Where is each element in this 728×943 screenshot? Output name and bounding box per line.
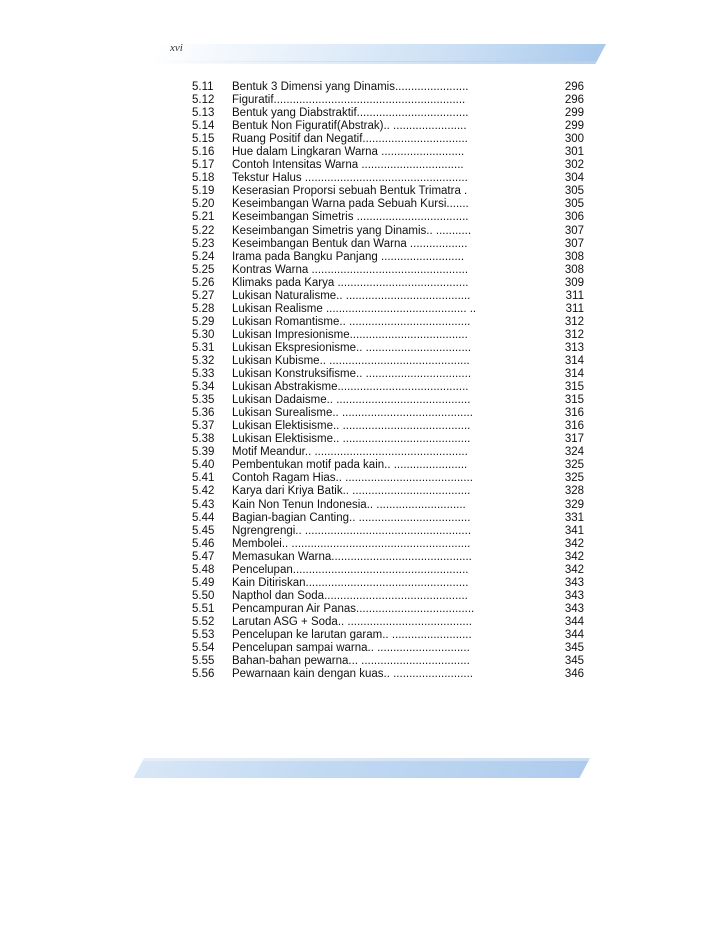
toc-entry	[192, 564, 592, 577]
figure-page: 329	[564, 498, 584, 511]
figure-number: 5.26	[192, 276, 215, 289]
toc-entry	[192, 433, 592, 446]
figure-title: Contoh Intensitas Warna ................................	[232, 159, 464, 172]
figure-page: 308	[564, 263, 584, 276]
toc-entry	[192, 303, 592, 316]
toc-entry	[192, 146, 592, 159]
figure-number: 5.45	[192, 524, 215, 537]
figure-number: 5.35	[192, 394, 215, 407]
figure-page: 314	[564, 354, 584, 367]
figure-title: Keseimbangan Warna pada Sebuah Kursi.......	[232, 198, 469, 211]
toc-entry	[192, 120, 592, 133]
figure-title: Lukisan Kubisme.. ............................................	[232, 354, 470, 367]
figure-title: Hue dalam Lingkaran Warna ..........................	[232, 146, 465, 159]
figure-page: 316	[564, 420, 584, 433]
toc-entry	[192, 198, 592, 211]
figure-title: Bagian-bagian Canting.. ...................................	[232, 511, 471, 524]
figure-number: 5.15	[192, 133, 215, 146]
figure-page: 309	[564, 276, 584, 289]
toc-entry	[192, 368, 592, 381]
figure-number: 5.28	[192, 302, 215, 315]
figure-number: 5.40	[192, 459, 215, 472]
page-number: xvi	[170, 42, 183, 54]
figure-title: Kain Non Tenun Indonesia.. ............................	[232, 498, 466, 511]
toc-entry	[192, 290, 592, 303]
figure-number: 5.38	[192, 433, 215, 446]
figure-page: 301	[564, 146, 584, 159]
figure-number: 5.16	[192, 146, 215, 159]
figure-title: Figuratif............................................................	[232, 94, 466, 107]
toc-entry	[192, 133, 592, 146]
figure-title: Keserasian Proporsi sebuah Bentuk Trimatra .	[232, 185, 468, 198]
toc-entry	[192, 472, 592, 485]
toc-entry	[192, 355, 592, 368]
figure-number: 5.34	[192, 381, 215, 394]
figure-title: Lukisan Ekspresionisme.. .................................	[232, 341, 472, 354]
figure-title: Lukisan Konstruksifisme.. .................................	[232, 368, 472, 381]
toc-entry	[192, 381, 592, 394]
figure-title: Lukisan Impresionisme.....................................	[232, 328, 468, 341]
toc-entry	[192, 642, 592, 655]
toc-entry	[192, 185, 592, 198]
figure-number: 5.31	[192, 341, 215, 354]
figure-title: Contoh Ragam Hias.. ........................................	[232, 472, 473, 485]
figure-title: Pencelupan ke larutan garam.. .........................	[232, 628, 472, 641]
figure-number: 5.33	[192, 368, 215, 381]
figure-number: 5.47	[192, 550, 215, 563]
figure-page: 343	[564, 576, 584, 589]
figure-number: 5.13	[192, 107, 215, 120]
figure-number: 5.29	[192, 315, 215, 328]
toc-entry	[192, 277, 592, 290]
toc-entry	[192, 668, 592, 681]
figure-title: Motif Meandur.. ................................................	[232, 446, 468, 459]
figure-page: 313	[564, 341, 584, 354]
figure-title: Membolei.. ........................................................	[232, 537, 471, 550]
figure-page: 331	[564, 511, 584, 524]
figure-number: 5.22	[192, 224, 215, 237]
figure-number: 5.36	[192, 407, 215, 420]
toc-entry	[192, 446, 592, 459]
toc-entry	[192, 251, 592, 264]
figure-title: Kain Ditiriskan...................................................	[232, 576, 469, 589]
figure-title: Irama pada Bangku Panjang ..........................	[232, 250, 465, 263]
figure-page: 296	[564, 81, 584, 93]
figure-title: Ngrengrengi.. ....................................................	[232, 524, 472, 537]
toc-entry	[192, 499, 592, 512]
figure-page: 343	[564, 602, 584, 615]
toc-entry	[192, 394, 592, 407]
figure-page: 312	[564, 315, 584, 328]
figure-page: 317	[564, 433, 584, 446]
figure-number: 5.21	[192, 211, 215, 224]
figure-number: 5.30	[192, 328, 215, 341]
figure-title: Pencelupan sampai warna.. .............................	[232, 642, 470, 655]
figure-number: 5.24	[192, 250, 215, 263]
figure-number: 5.46	[192, 537, 215, 550]
figure-page: 316	[564, 407, 584, 420]
figure-page: 346	[564, 668, 584, 681]
figure-title: Pembentukan motif pada kain.. .......................	[232, 459, 468, 472]
figure-number: 5.53	[192, 628, 215, 641]
figure-page: 305	[564, 185, 584, 198]
figure-number: 5.50	[192, 589, 215, 602]
figure-title: Lukisan Realisme ............................................ ..	[232, 302, 477, 315]
figure-number: 5.12	[192, 94, 215, 107]
figure-page: 314	[564, 368, 584, 381]
figure-title: Bentuk yang Diabstraktif...................................	[232, 107, 469, 120]
figure-page: 307	[564, 224, 584, 237]
figure-number: 5.14	[192, 120, 215, 133]
toc-entry	[192, 159, 592, 172]
figure-page: 305	[564, 198, 584, 211]
figure-title: Karya dari Kriya Batik.. .....................................	[232, 485, 471, 498]
figure-page: 345	[564, 642, 584, 655]
figure-number: 5.17	[192, 159, 215, 172]
figure-number: 5.56	[192, 668, 215, 681]
figure-title: Bentuk Non Figuratif(Abstrak).. .......................	[232, 120, 467, 133]
toc-entry	[192, 238, 592, 251]
figure-number: 5.54	[192, 642, 215, 655]
figure-title: Memasukan Warna............................................	[232, 550, 472, 563]
figure-page: 344	[564, 615, 584, 628]
figure-page: 342	[564, 537, 584, 550]
figure-page: 345	[564, 655, 584, 668]
figure-title: Lukisan Naturalisme.. .......................................	[232, 289, 471, 302]
figure-page: 341	[564, 524, 584, 537]
toc-entry	[192, 485, 592, 498]
figure-page: 312	[564, 328, 584, 341]
figure-page: 342	[564, 563, 584, 576]
figure-number: 5.48	[192, 563, 215, 576]
figure-number: 5.25	[192, 263, 215, 276]
toc-entry	[192, 590, 592, 603]
figure-page: 299	[564, 120, 584, 133]
figure-title: Ruang Positif dan Negatif.................................	[232, 133, 468, 146]
toc-entry	[192, 342, 592, 355]
toc-entry	[192, 538, 592, 551]
figure-number: 5.27	[192, 289, 215, 302]
toc-entry	[192, 407, 592, 420]
toc-entry	[192, 316, 592, 329]
toc-entry	[192, 172, 592, 185]
figure-number: 5.19	[192, 185, 215, 198]
figure-title: Lukisan Abstrakisme.........................................	[232, 381, 469, 394]
figure-title: Lukisan Surealisme.. .........................................	[232, 407, 473, 420]
figure-title: Napthol dan Soda.............................................	[232, 589, 468, 602]
figure-page: 299	[564, 107, 584, 120]
figure-page: 344	[564, 628, 584, 641]
figure-title: Pewarnaan kain dengan kuas.. .........................	[232, 668, 473, 681]
toc-entry	[192, 512, 592, 525]
figure-page: 307	[564, 237, 584, 250]
toc-entry	[192, 225, 592, 238]
figure-number: 5.43	[192, 498, 215, 511]
toc-entry	[192, 577, 592, 590]
figure-title: Keseimbangan Bentuk dan Warna ..................	[232, 237, 468, 250]
figure-number: 5.41	[192, 472, 215, 485]
toc-entry	[192, 94, 592, 107]
figure-number: 5.42	[192, 485, 215, 498]
toc-entry	[192, 525, 592, 538]
figure-title: Kontras Warna .................................................	[232, 263, 469, 276]
figure-title: Lukisan Romantisme.. ......................................	[232, 315, 471, 328]
figure-number: 5.51	[192, 602, 215, 615]
figure-page: 325	[564, 459, 584, 472]
toc-entry	[192, 107, 592, 120]
toc-entry	[192, 81, 592, 94]
figure-page: 315	[564, 394, 584, 407]
figure-page: 296	[564, 94, 584, 107]
toc-entry	[192, 211, 592, 224]
table-of-figures	[192, 81, 592, 681]
figure-page: 311	[565, 289, 584, 302]
figure-title: Lukisan Dadaisme.. ..........................................	[232, 394, 471, 407]
toc-entry	[192, 420, 592, 433]
figure-number: 5.52	[192, 615, 215, 628]
figure-page: 300	[564, 133, 584, 146]
toc-entry	[192, 551, 592, 564]
figure-page: 343	[564, 589, 584, 602]
figure-title: Keseimbangan Simetris ...................................	[232, 211, 469, 224]
figure-title: Klimaks pada Karya .........................................	[232, 276, 469, 289]
figure-number: 5.11	[192, 81, 214, 93]
figure-page: 308	[564, 250, 584, 263]
figure-title: Pencampuran Air Panas.....................................	[232, 602, 475, 615]
figure-page: 315	[564, 381, 584, 394]
figure-number: 5.23	[192, 237, 215, 250]
toc-entry	[192, 329, 592, 342]
figure-page: 342	[564, 550, 584, 563]
figure-title: Larutan ASG + Soda.. .......................................	[232, 615, 473, 628]
figure-page: 324	[564, 446, 584, 459]
figure-page: 328	[564, 485, 584, 498]
figure-page: 304	[564, 172, 584, 185]
toc-entry	[192, 629, 592, 642]
header-band	[150, 44, 606, 62]
figure-title: Lukisan Elektisisme.. ........................................	[232, 433, 471, 446]
figure-number: 5.32	[192, 354, 215, 367]
toc-entry	[192, 264, 592, 277]
figure-number: 5.44	[192, 511, 215, 524]
figure-number: 5.37	[192, 420, 215, 433]
figure-title: Bahan-bahan pewarna... ..................................	[232, 655, 470, 668]
figure-title: Lukisan Elektisisme.. ........................................	[232, 420, 471, 433]
toc-entry	[192, 655, 592, 668]
figure-number: 5.55	[192, 655, 215, 668]
figure-page: 306	[564, 211, 584, 224]
figure-title: Tekstur Halus ...................................................	[232, 172, 468, 185]
figure-page: 311	[565, 302, 584, 315]
toc-entry	[192, 459, 592, 472]
figure-title: Bentuk 3 Dimensi yang Dinamis.......................	[232, 81, 469, 93]
footer-band	[133, 760, 589, 778]
figure-number: 5.20	[192, 198, 215, 211]
figure-title: Keseimbangan Simetris yang Dinamis.. ...........	[232, 224, 472, 237]
figure-number: 5.39	[192, 446, 215, 459]
figure-number: 5.18	[192, 172, 215, 185]
figure-title: Pencelupan.......................................................	[232, 563, 469, 576]
figure-number: 5.49	[192, 576, 215, 589]
figure-page: 302	[564, 159, 584, 172]
toc-entry	[192, 616, 592, 629]
figure-page: 325	[564, 472, 584, 485]
toc-entry	[192, 603, 592, 616]
